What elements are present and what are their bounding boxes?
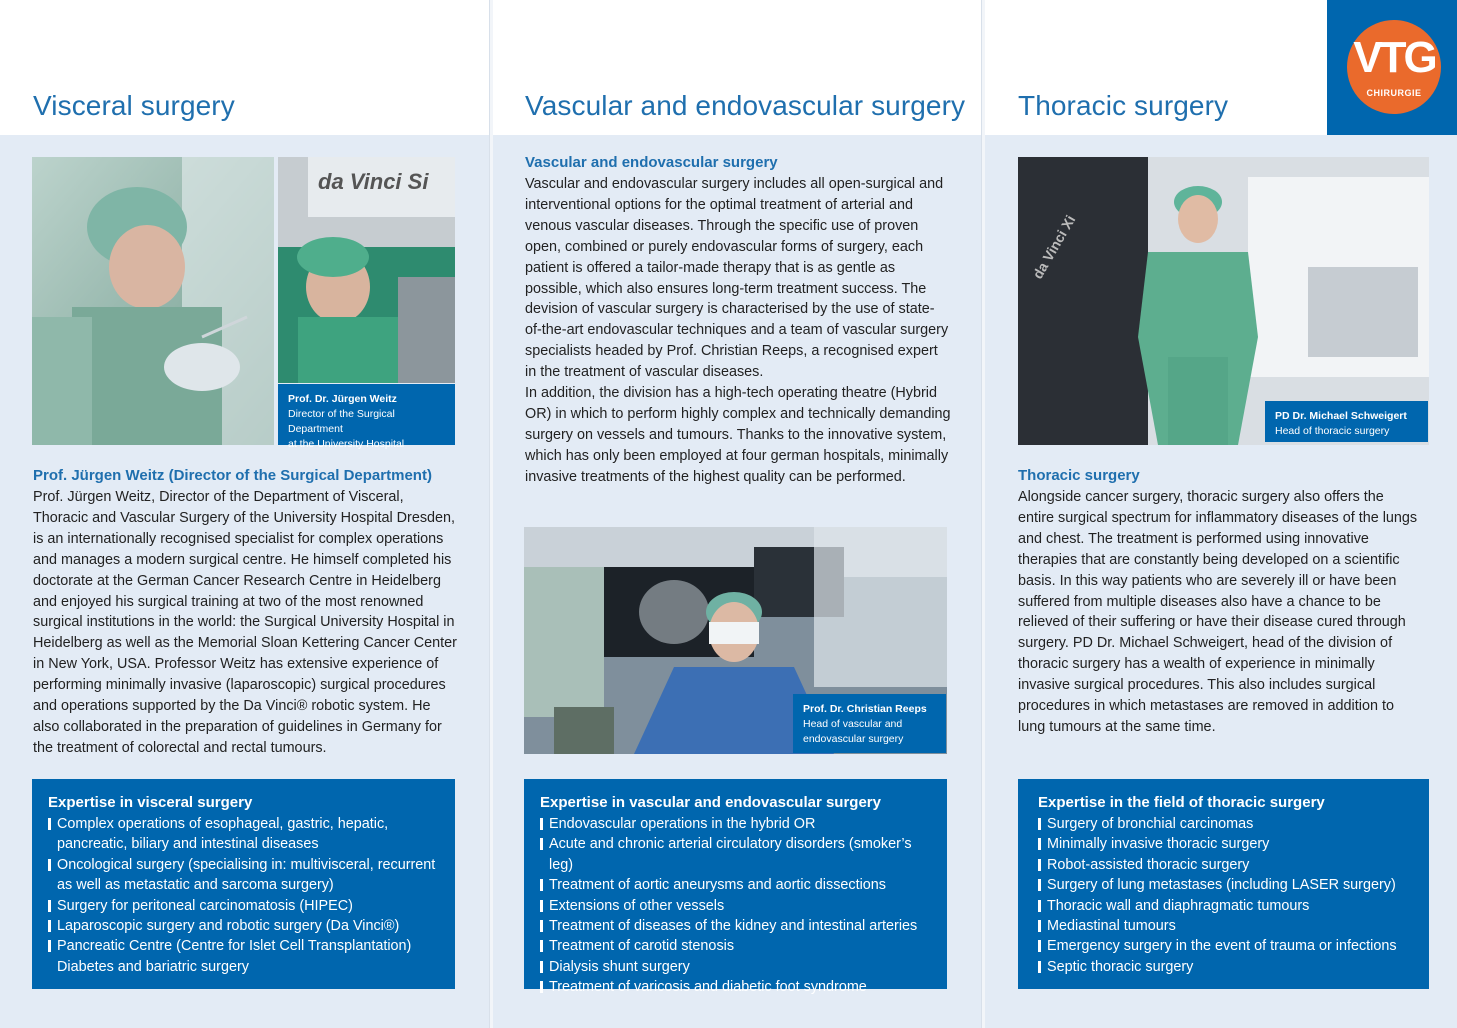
paragraph: Alongside cancer surgery, thoracic surgery also offers the entire surgical spectrum for inflammatory diseases of the lungs and chest. The treatment is performed using innovative therapies that are constantly being developed on a scientific basis. In this way patients who are severely ill or have been suffered from multiple diseases also have a chance to be relieved of their suffering or have their disease cured through surgery. PD Dr. Michael Schweigert, head of the division of thoracic surgery has a wealth of experience in minimally invasive surgical procedures. This also includes surgical procedures in which metastases are removed in addition to lung tumours at the same time.: [1018, 489, 1418, 735]
section-subheading: Vascular and endovascular surgery: [525, 154, 778, 171]
logo-circle: [1347, 20, 1441, 114]
expertise-item: Endovascular operations in the hybrid OR: [540, 814, 931, 834]
logo-subtext: CHIRURGIE: [1366, 88, 1422, 98]
expertise-item: Treatment of aortic aneurysms and aortic dissections: [540, 875, 931, 895]
expertise-item: Treatment of carotid stenosis: [540, 936, 931, 956]
paragraph: In addition, the division has a high-tech operating theatre (Hybrid OR) in which to perform highly complex and technically demanding surgery on vessels and tumours. Thanks to the innovative system, which has only been employed at four german hospitals, minimally invasive treatments of the highest quality can be performed.: [525, 385, 951, 485]
expertise-item: Emergency surgery in the event of trauma or infections: [1038, 936, 1413, 956]
body-text: [525, 174, 951, 488]
expertise-item: Complex operations of esophageal, gastric, hepatic, pancreatic, biliary and intestinal diseases: [48, 814, 439, 855]
photo-caption: [1265, 401, 1428, 442]
photo-caption: [793, 694, 946, 753]
expertise-item: Dialysis shunt surgery: [540, 957, 931, 977]
section-subheading: Prof. Jürgen Weitz (Director of the Surgical Department): [33, 467, 432, 484]
column-visceral: [0, 0, 490, 1028]
caption-line: at the University Hospital: [288, 438, 405, 450]
svg-text:da Vinci Si: da Vinci Si: [318, 169, 429, 194]
caption-name: PD Dr. Michael Schweigert: [1275, 410, 1407, 422]
expertise-box: [1018, 779, 1429, 989]
section-title: Vascular and endovascular surgery: [525, 90, 966, 121]
expertise-box: [524, 779, 947, 996]
caption-line: Director of the Surgical Department: [288, 408, 395, 435]
expertise-list: [48, 814, 439, 977]
paragraph: Prof. Jürgen Weitz, Director of the Department of Visceral, Thoracic and Vascular Surgery of the University Hospital Dresden, is an internationally recognised specialist for complex operations and manages a modern surgical centre. He himself completed his doctorate at the German Cancer Research Centre in Heidelberg and enjoyed his surgical training at two of the most renowned surgical institutions in the world: the Surgical University Hospital in Heidelberg as well as the Memorial Sloan Kettering Cancer Center in New York, USA. Professor Weitz has extensive experience of performing minimally invasive (laparoscopic) surgical procedures and operations supported by the Da Vinci® robotic system. He also collaborated in the preparation of guidelines in Germany for the treatment of colorectal and rectal tumours.: [33, 489, 457, 756]
expertise-box: [32, 779, 455, 989]
expertise-list: [1038, 814, 1413, 977]
vtg-logo: [1327, 0, 1457, 135]
column-vascular: [493, 0, 982, 1028]
expertise-title: Expertise in the field of thoracic surgery: [1038, 794, 1325, 811]
body-text: [1018, 487, 1423, 738]
expertise-item: Thoracic wall and diaphragmatic tumours: [1038, 896, 1413, 916]
expertise-item: Laparoscopic surgery and robotic surgery (Da Vinci®): [48, 916, 439, 936]
paragraph: Vascular and endovascular surgery includes all open-surgical and interventional options for the optimal treatment of arterial and venous vascular diseases. Through the specific use of proven open, combined or purely endovascular forms of surgery, each patient is offered a tailor-made therapy that is as gentle as possible, which also ensures long-term treatment success. The devision of vascular surgery is characterised by the use of state-of-the-art endovascular techniques and a team of vascular surgery specialists headed by Prof. Christian Reeps, a recognised expert in the treatment of vascular diseases.: [525, 176, 949, 381]
caption-name: Prof. Dr. Christian Reeps: [803, 703, 927, 715]
expertise-item: Extensions of other vessels: [540, 896, 931, 916]
da-vinci-robot-photo: [278, 157, 455, 383]
surgeon-operating-photo: [32, 157, 274, 445]
expertise-item: Surgery for peritoneal carcinomatosis (HIPEC): [48, 896, 439, 916]
caption-line: Head of vascular and: [803, 718, 903, 730]
column-header: [0, 0, 490, 135]
expertise-title: Expertise in visceral surgery: [48, 794, 253, 811]
caption-line: endovascular surgery: [803, 733, 904, 745]
column-header: [493, 0, 982, 135]
expertise-item: Oncological surgery (specialising in: multivisceral, recurrent as well as metastatic and sarcoma surgery): [48, 855, 439, 896]
expertise-item: Acute and chronic arterial circulatory disorders (smoker’s leg): [540, 834, 931, 875]
expertise-item: Mediastinal tumours: [1038, 916, 1413, 936]
expertise-title: Expertise in vascular and endovascular surgery: [540, 794, 881, 811]
column-thoracic: [985, 0, 1457, 1028]
logo-text: VTG: [1353, 33, 1435, 82]
expertise-item: Surgery of lung metastases (including LASER surgery): [1038, 875, 1413, 895]
caption-line: Head of thoracic surgery: [1275, 425, 1390, 437]
expertise-list: [540, 814, 931, 998]
body-text: [33, 487, 458, 759]
expertise-item: Robot-assisted thoracic surgery: [1038, 855, 1413, 875]
photo-caption: [278, 384, 455, 450]
expertise-item: Surgery of bronchial carcinomas: [1038, 814, 1413, 834]
expertise-item: Septic thoracic surgery: [1038, 957, 1413, 977]
expertise-item: Minimally invasive thoracic surgery: [1038, 834, 1413, 854]
svg-text:da Vinci Xi: da Vinci Xi: [1029, 212, 1079, 282]
section-subheading: Thoracic surgery: [1018, 467, 1140, 484]
expertise-item: Pancreatic Centre (Centre for Islet Cell Transplantation) Diabetes and bariatric surgery: [48, 936, 439, 977]
expertise-item: Treatment of varicosis and diabetic foot syndrome: [540, 977, 931, 997]
caption-name: Prof. Dr. Jürgen Weitz: [288, 393, 397, 405]
expertise-item: Treatment of diseases of the kidney and intestinal arteries: [540, 916, 931, 936]
section-title: Thoracic surgery: [1018, 90, 1229, 121]
section-title: Visceral surgery: [33, 90, 235, 121]
